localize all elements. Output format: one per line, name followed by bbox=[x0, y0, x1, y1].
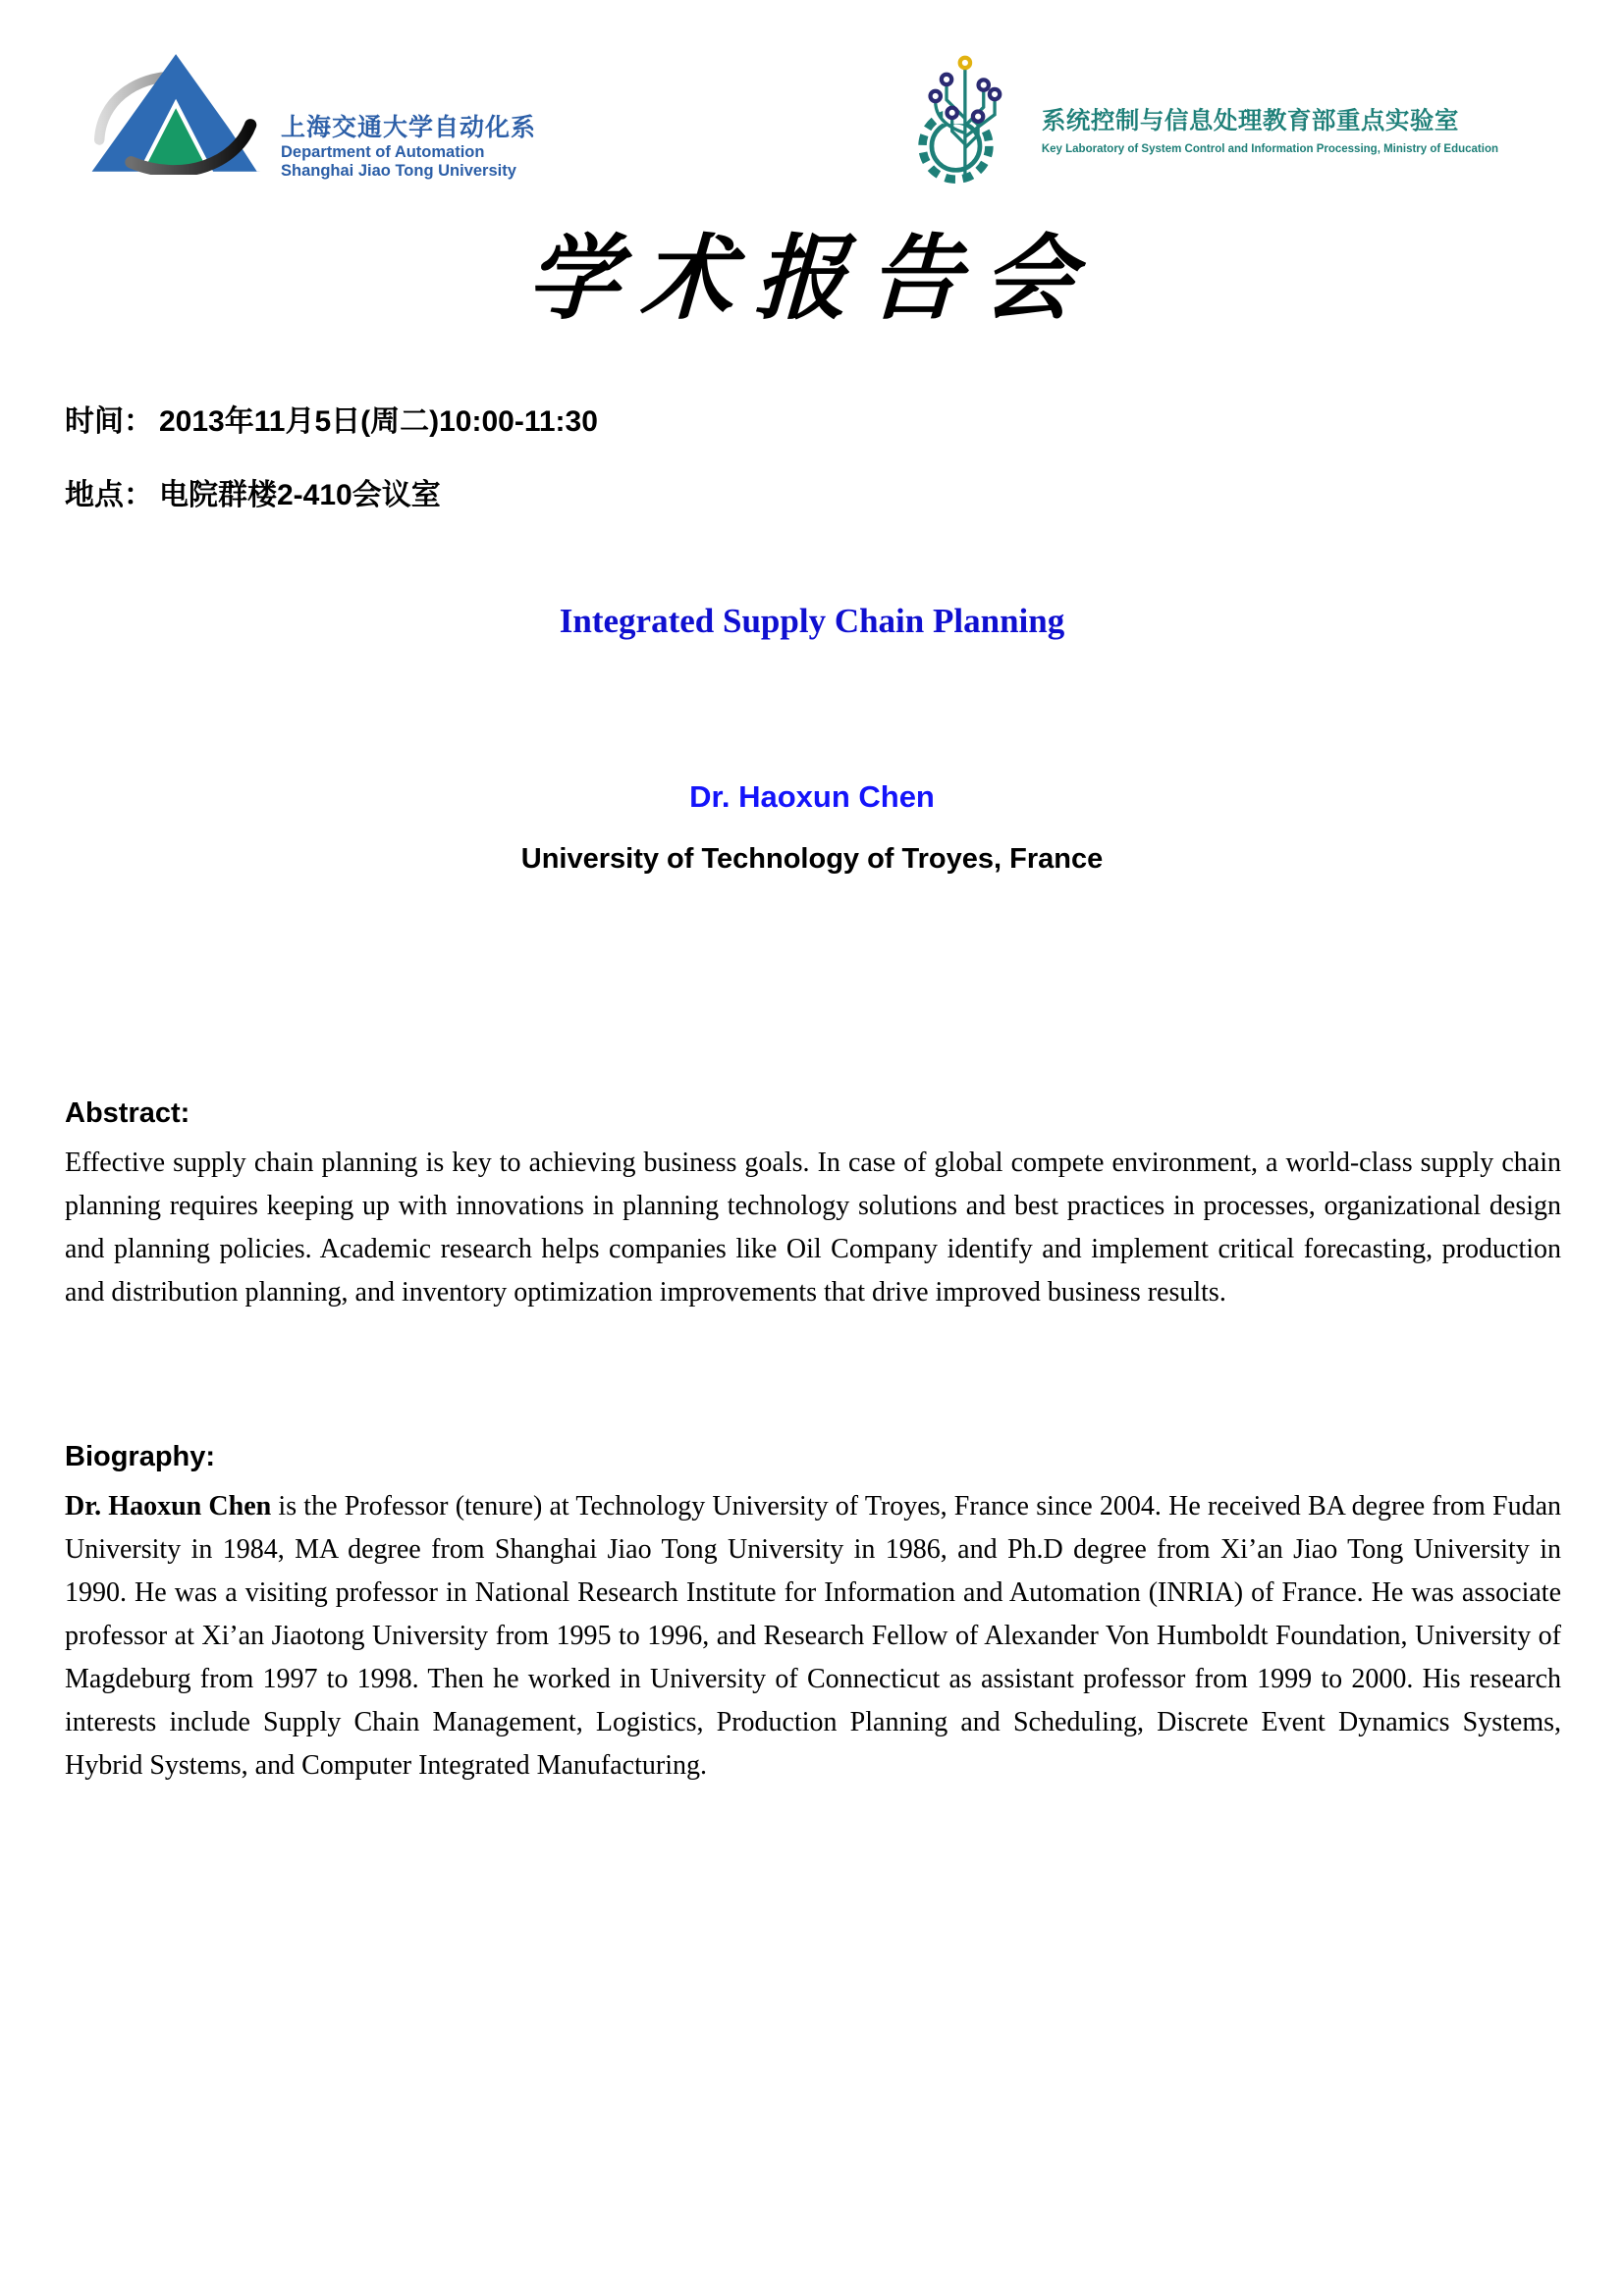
sjtu-logo-text bbox=[281, 108, 536, 181]
key-lab-logo bbox=[898, 51, 1498, 187]
biography-heading: Biography: bbox=[65, 1441, 216, 1472]
location-line bbox=[65, 470, 598, 513]
biography-text bbox=[65, 1485, 1561, 1788]
abstract-heading: Abstract: bbox=[65, 1097, 190, 1129]
sjtu-univ-en: Shanghai Jiao Tong University bbox=[281, 162, 516, 180]
key-lab-cn: 系统控制与信息处理教育部重点实验室 bbox=[1041, 108, 1459, 134]
speaker-affiliation: University of Technology of Troyes, France bbox=[520, 843, 1104, 875]
location-value: 电院群楼2-410会议室 bbox=[159, 479, 441, 511]
key-lab-en: Key Laboratory of System Control and Information Processing, Ministry of Education bbox=[1041, 143, 1498, 155]
time-value: 2013年11月5日(周二)10:00-11:30 bbox=[159, 405, 598, 438]
biography-body: is the Professor (tenure) at Technology University of Troyes, France since 2004. He received BA degree from Fudan University in 1984, MA degree from Shanghai Jiao Tong University in 1986, and Ph.D degree from Xi’an Jiao Tong University in 1990. He was a visiting professor in National Research Institute for Information and Automation (INRIA) of France. He was associate professor at Xi’an Jiaotong University from 1995 to 1996, and Research Fellow of Alexander Von Humboldt Foundation, University of Magdeburg from 1997 to 1998. Then he worked in University of Connecticut as assistant professor from 1999 to 2000. His research interests include Supply Chain Management, Logistics, Production Planning and Scheduling, Discrete Event Dynamics Systems, Hybrid Systems, and Computer Integrated Manufacturing. bbox=[65, 1491, 1562, 1781]
time-label: 时间： bbox=[65, 405, 153, 438]
location-label: 地点： bbox=[65, 479, 153, 511]
biography-speaker-bold: Dr. Haoxun Chen bbox=[65, 1491, 272, 1522]
talk-title: Integrated Supply Chain Planning bbox=[559, 602, 1065, 640]
calligraphy-banner-title: 学术报告会 bbox=[524, 225, 1099, 333]
abstract-text: Effective supply chain planning is key to achieving business goals. In case of global compete environment, a world-class supply chain planning requires keeping up with innovations in planning technology solutions and best practices in processes, organizational design and planning policies. Academic research helps companies like Oil Company identify and implement critical forecasting, production and distribution planning, and inventory optimization improvements that drive improved business results. bbox=[65, 1148, 1561, 1308]
abstract-section bbox=[65, 1097, 1561, 1314]
time-line bbox=[65, 397, 598, 440]
gear-tree-icon bbox=[898, 51, 1028, 187]
sjtu-dept-en: Department of Automation bbox=[281, 143, 485, 161]
speaker-name: Dr. Haoxun Chen bbox=[689, 779, 935, 814]
sjtu-automation-logo bbox=[84, 49, 536, 181]
biography-section bbox=[65, 1441, 1561, 1788]
sjtu-a-mark-icon bbox=[84, 49, 271, 175]
meta-block bbox=[65, 397, 598, 544]
key-lab-logo-text bbox=[1042, 102, 1498, 187]
sjtu-dept-cn: 上海交通大学自动化系 bbox=[281, 114, 537, 141]
